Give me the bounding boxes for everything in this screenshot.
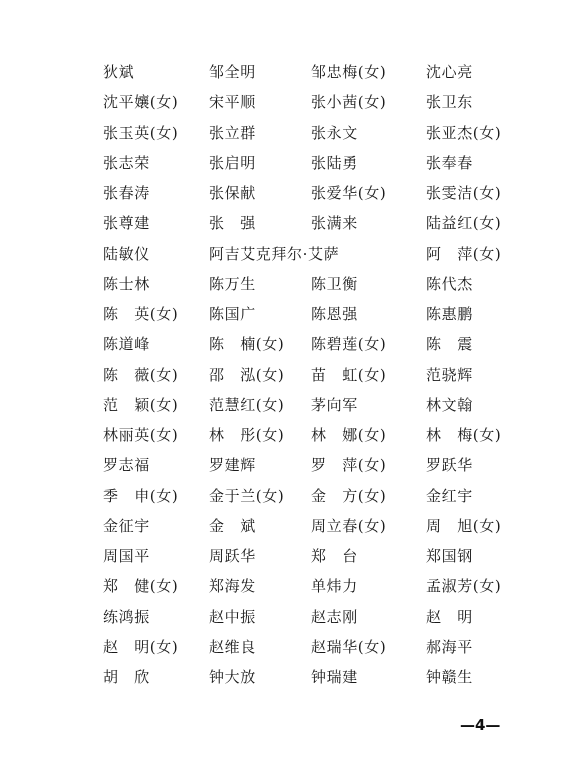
name-entry: 陈代杰 [426,274,473,293]
name-entry: 张玉英(女) [103,123,179,142]
name-row [103,331,523,361]
name-entry: 林 梅(女) [426,426,502,444]
name-row [103,362,523,392]
name-entry: 赵 明(女) [103,637,179,656]
name-entry: 陈恩强 [311,305,358,323]
name-row [103,422,523,452]
name-entry: 张满来 [311,214,358,233]
name-entry: 陈 震 [426,335,473,354]
name-row [103,120,523,150]
name-entry: 孟淑芳(女) [426,577,502,596]
name-row [103,634,523,664]
name-entry: 林丽英(女) [103,426,179,444]
name-row [103,180,523,210]
name-entry: 张小茜(女) [311,93,387,112]
name-entry: 赵 明 [426,607,473,626]
name-entry: 金红宇 [426,486,473,505]
name-entry: 陈士林 [103,274,150,293]
name-entry: 胡 欣 [103,668,150,686]
name-row [103,392,523,422]
name-entry: 单炜力 [311,577,358,596]
name-entry: 赵中振 [209,607,256,626]
name-entry: 林 彤(女) [209,426,285,444]
name-row [103,483,523,513]
name-entry: 茅向军 [311,395,358,414]
name-entry: 金于兰(女) [209,486,285,505]
name-entry: 张永文 [311,123,358,142]
name-entry: 苗 虹(女) [311,365,387,384]
name-entry: 范慧红(女) [209,395,285,414]
name-entry: 罗 萍(女) [311,456,387,475]
name-entry: 钟大放 [209,668,256,686]
name-entry: 钟赣生 [426,668,473,686]
name-entry: 张保献 [209,184,256,202]
name-entry: 罗建辉 [209,456,256,475]
name-entry: 季 申(女) [103,486,179,505]
name-entry: 罗跃华 [426,456,473,475]
name-entry: 狄斌 [103,63,135,81]
name-entry: 周跃华 [209,547,256,565]
name-entry: 陈道峰 [103,335,150,354]
name-row [103,452,523,482]
name-entry: 周立春(女) [311,516,387,535]
name-entry: 张雯洁(女) [426,184,502,202]
name-row [103,271,523,301]
name-entry: 赵维良 [209,637,256,656]
name-entry: 张启明 [209,153,256,172]
name-entry: 郑 台 [311,547,358,565]
name-row [103,210,523,240]
name-entry: 周国平 [103,547,150,565]
name-entry: 陈 英(女) [103,305,179,323]
name-entry: 陈万生 [209,274,256,293]
name-row [103,59,523,89]
name-entry: 张奉春 [426,153,473,172]
name-entry: 张志荣 [103,153,150,172]
name-row [103,543,523,573]
name-entry: 陈碧莲(女) [311,335,387,354]
name-row [103,150,523,180]
name-row [103,241,523,271]
name-entry: 张春涛 [103,184,150,202]
name-entry: 张 强 [209,214,256,233]
name-row [103,301,523,331]
name-entry: 金征宇 [103,516,150,535]
name-row [103,604,523,634]
name-entry: 张卫东 [426,93,473,112]
name-entry: 郑 健(女) [103,577,179,596]
name-list [103,59,523,694]
name-entry: 宋平顺 [209,93,256,112]
name-row [103,513,523,543]
name-entry: 赵瑞华(女) [311,637,387,656]
name-entry: 张尊建 [103,214,150,233]
name-row [103,573,523,603]
name-entry: 林 娜(女) [311,426,387,444]
name-entry: 邵 泓(女) [209,365,285,384]
name-entry: 张亚杰(女) [426,123,502,142]
name-entry: 罗志福 [103,456,150,475]
name-entry: 陈国广 [209,305,256,323]
name-entry: 林文翰 [426,395,473,414]
name-entry: 陈卫衡 [311,274,358,293]
name-entry: 范骁辉 [426,365,473,384]
name-entry: 沈平孃(女) [103,93,179,112]
name-entry: 陆敏仪 [103,244,150,263]
name-entry: 阿 萍(女) [426,244,502,263]
name-entry: 陈 薇(女) [103,365,179,384]
name-entry: 范 颖(女) [103,395,179,414]
name-entry: 陆益红(女) [426,214,502,233]
name-row [103,664,523,694]
name-entry: 练鸿振 [103,607,150,626]
name-entry: 邹全明 [209,63,256,81]
name-entry: 阿吉艾克拜尔·艾萨 [209,244,340,263]
name-entry: 沈心亮 [426,63,473,81]
name-entry: 钟瑞建 [311,668,358,686]
name-entry: 郑海发 [209,577,256,596]
name-entry: 张爱华(女) [311,184,387,202]
name-entry: 张陆勇 [311,153,358,172]
name-entry: 赵志刚 [311,607,358,626]
name-entry: 金 方(女) [311,486,387,505]
name-entry: 张立群 [209,123,256,142]
page-number: —4— [460,716,501,734]
name-entry: 邹忠梅(女) [311,63,387,81]
name-entry: 陈 楠(女) [209,335,285,354]
name-entry: 陈惠鹏 [426,305,473,323]
name-entry: 郝海平 [426,637,473,656]
name-row [103,89,523,119]
name-entry: 金 斌 [209,516,256,535]
name-entry: 郑国钢 [426,547,473,565]
name-entry: 周 旭(女) [426,516,502,535]
